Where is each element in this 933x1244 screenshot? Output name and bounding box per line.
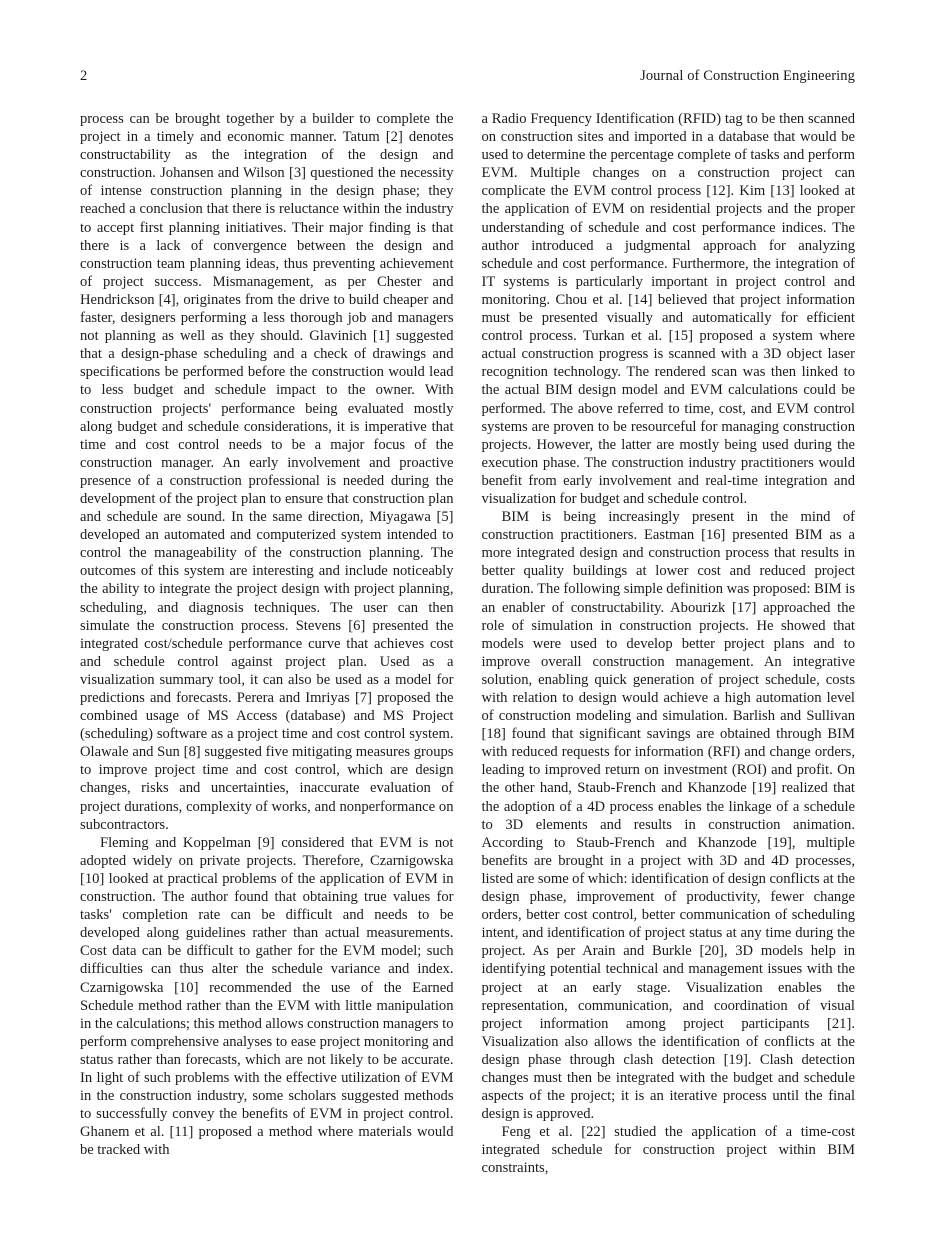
right-paragraph-bim: BIM is being increasingly present in the mind of construction practitioners. Eastman [16] presented BIM as a more integrated design and construction process that results in better quality buildings at lower cost and reduced project duration. The following simple definition was proposed: BIM is an enabler of constructability. Abourizk [17] approached the role of simulation in construction projects. He showed that models were used to develop better project plans and to improve overall construction management. An integrative solution, enabling quick generation of project schedule, costs with relation to design would achieve a high automation level of construction modeling and simulation. Barlish and Sullivan [18] found that significant savings are obtained through BIM with reduced requests for information (RFI) and change orders, leading to improved return on investment (ROI) and profit. On the other hand, Staub-French and Khanzode [19] realized that the adoption of a 4D process enables the linkage of a schedule to 3D elements and results in construction animation. According to Staub-French and Khanzode [19], multiple benefits are brought in a project with 3D and 4D processes, listed are some of which: identification of design conflicts at the design phase, improvement of productivity, fewer change orders, better cost control, better communication of scheduling intent, and identification of project status at any time during the project. As per Arain and Burkle [20], 3D models help in identifying potential technical and management issues with the project at an early stage. Visualization enables the representation, communication, and coordination of visual project information among project participants [21]. Visualization also allows the identification of conflicts at the design phase through clash detection [19]. Clash detection changes must then be integrated with the budget and schedule aspects of the project; it is an iterative process until the final design is approved. xyxy=(481,509,855,1123)
right-paragraph-feng: Feng et al. [22] studied the application of a time-cost integrated schedule for construction project within BIM constraints, xyxy=(481,1124,855,1177)
journal-title: Journal of Construction Engineering xyxy=(640,68,855,84)
page-number: 2 xyxy=(80,68,88,84)
page-header xyxy=(80,68,855,85)
left-paragraph-continuation: process can be brought together by a builder to complete the project in a timely and economic manner. Tatum [2] denotes constructability as the integration of the design and construction. Johansen and Wilson [3] questioned the necessity of intense construction planning in the design phase; they reached a conclusion that there is reluctance within the industry to accept first planning initiatives. Their major finding is that there is a lack of convergence between the design and construction team planning ideas, thus preventing achievement of project success. Mismanagement, as per Chester and Hendrickson [4], originates from the drive to build cheaper and faster, designers performing a less thorough job and managers not planning as well as they should. Glavinich [1] suggested that a design-phase scheduling and a check of drawings and specifications be performed before the construction would lead to less budget and schedule impact to the owner. With construction projects' performance being evaluated mostly along budget and schedule considerations, it is imperative that time and cost control needs to be a major focus of the construction manager. An early involvement and proactive presence of a construction professional is needed during the development of the project plan to ensure that construction plan and schedule are sound. In the same direction, Miyagawa [5] developed an automated and computerized system intended to control the manageability of the construction planning. The outcomes of this system are interesting and include noticeably the ability to integrate the project design with project planning, scheduling, and diagnosis techniques. The user can then simulate the construction process. Stevens [6] presented the integrated cost/schedule performance curve that achieves cost and schedule control against project plan. Used as a visualization summary tool, it can also be used as a model for predictions and forecasts. Perera and Imriyas [7] proposed the combined usage of MS Access (database) and MS Project (scheduling) software as a project time and cost control system. Olawale and Sun [8] suggested five mitigating measures groups to improve project time and cost control, which are design changes, risks and uncertainties, inaccurate evaluation of project durations, complexity of works, and nonperformance on subcontractors. xyxy=(80,111,454,833)
right-column xyxy=(482,110,856,1178)
page-body xyxy=(80,110,855,1178)
left-paragraph-fleming: Fleming and Koppelman [9] considered that EVM is not adopted widely on private projects. Therefore, Czarnigowska [10] looked at practical problems of the application of EVM in construction. The author found that obtaining true values for tasks' completion rate can be difficult and needs to be developed along guidelines rather than actual measurements. Cost data can be difficult to gather for the EVM model; such difficulties can thus alter the schedule variance and index. Czarnigowska [10] recommended the use of the Earned Schedule method rather than the EVM with little manipulation in the calculations; this method allows construction managers to perform comprehensive analyses to ease project monitoring and status rather than forecasts, which are not likely to be accurate. In light of such problems with the effective utilization of EVM in the construction industry, some scholars suggested methods to successfully convey the benefits of EVM in project control. Ghanem et al. [11] proposed a method where materials would be tracked with xyxy=(80,834,454,1159)
right-paragraph-continuation: a Radio Frequency Identification (RFID) tag to be then scanned on construction sites and imported in a database that would be used to determine the percentage complete of tasks and perform EVM. Multiple changes on a construction project can complicate the EVM control process [12]. Kim [13] looked at the application of EVM on residential projects and the proper understanding of schedule and cost performance indices. The author introduced a judgmental approach for analyzing schedule and cost performance. Furthermore, the integration of IT systems is particularly important in project control and monitoring. Chou et al. [14] believed that project information must be presented visually and automatically for efficient control process. Turkan et al. [15] proposed a system where actual construction progress is scanned with a 3D object laser recognition technology. The rendered scan was then linked to the actual BIM design model and EVM calculations could be performed. The above referred to time, cost, and EVM control systems are proven to be resourceful for managing construction projects. However, the latter are mostly being used during the execution phase. The construction industry practitioners would benefit from early involvement and real-time integration and visualization for budget and schedule control. xyxy=(481,111,855,507)
left-column xyxy=(80,110,454,1178)
